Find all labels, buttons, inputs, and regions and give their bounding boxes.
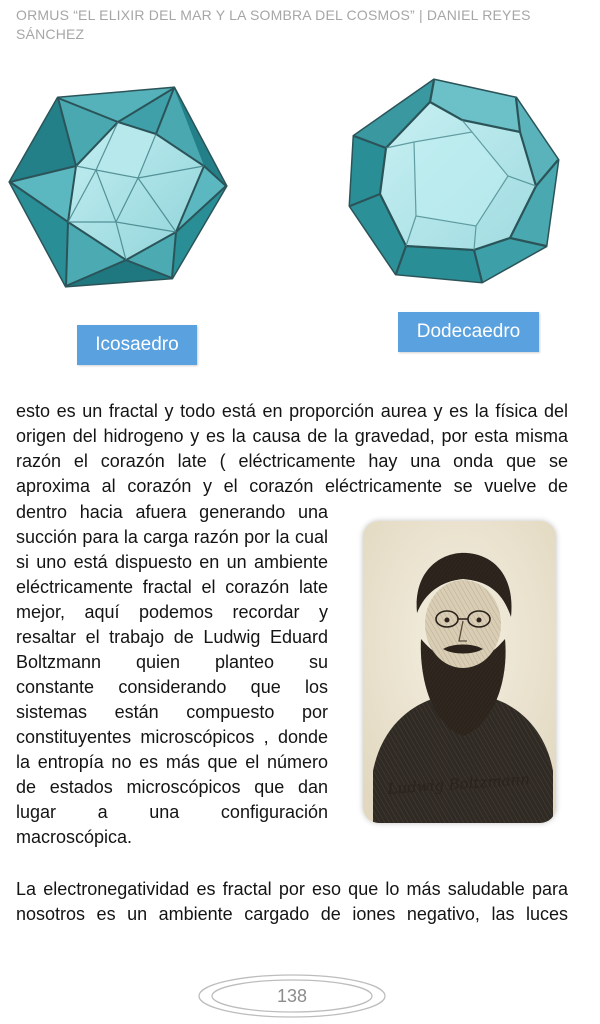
dodecahedron-label: Dodecaedro bbox=[398, 312, 539, 352]
boltzmann-portrait bbox=[363, 521, 556, 823]
text-line: constante considerando que los bbox=[16, 677, 328, 697]
text-line: nosotros es un ambiente cargado de iones negativo, las luces bbox=[16, 904, 568, 924]
text-line: dentro hacia afuera generando una bbox=[16, 502, 328, 522]
text-line: eléctricamente fractal el corazón late bbox=[16, 577, 328, 597]
text-line: mejor, aquí podemos recordar y bbox=[16, 602, 328, 622]
text-line: constituyentes microscópicos , donde bbox=[16, 727, 328, 747]
text-line: sistemas están compuesto por bbox=[16, 702, 328, 722]
portrait-engraving bbox=[363, 521, 556, 823]
paragraph-intro bbox=[16, 399, 568, 499]
text-line: La electronegatividad es fractal por eso que lo más saludable para bbox=[16, 879, 568, 899]
text-line: razón el corazón late ( eléctricamente hay una onda que se bbox=[16, 451, 568, 471]
text-line: macroscópica. bbox=[16, 827, 133, 847]
text-line: aproxima al corazón y el corazón eléctricamente se vuelve de bbox=[16, 476, 568, 496]
text-line: origen del hidrogeno y es la causa de la gravedad, por esta misma bbox=[16, 426, 568, 446]
text-line: esto es un fractal y todo está en proporción aurea y es la física del bbox=[16, 401, 568, 421]
text-line: Boltzmann quien planteo su bbox=[16, 652, 328, 672]
text-line: la entropía no es más que el número bbox=[16, 752, 328, 772]
running-header: ORMUS “EL ELIXIR DEL MAR Y LA SOMBRA DEL COSMOS” | DANIEL REYES SÁNCHEZ bbox=[16, 7, 531, 42]
portrait-signature: Ludwig Boltzmann bbox=[386, 770, 531, 798]
text-line: resaltar el trabajo de Ludwig Eduard bbox=[16, 627, 328, 647]
text-line: si uno está dispuesto en un ambiente bbox=[16, 552, 328, 572]
paragraph-boltzmann bbox=[16, 500, 328, 850]
icosahedron-label: Icosaedro bbox=[77, 325, 197, 365]
page-number-badge bbox=[196, 972, 388, 1020]
text-line: lugar a una configuración bbox=[16, 802, 328, 822]
text-line: de estados microscópicos que dan bbox=[16, 777, 328, 797]
dodecahedron-illustration bbox=[344, 76, 560, 288]
paragraph-electronegativity bbox=[16, 877, 568, 927]
page-number: 138 bbox=[276, 986, 308, 1006]
icosahedron-illustration bbox=[6, 82, 232, 292]
text-line: succión para la carga razón por la cual bbox=[16, 527, 328, 547]
